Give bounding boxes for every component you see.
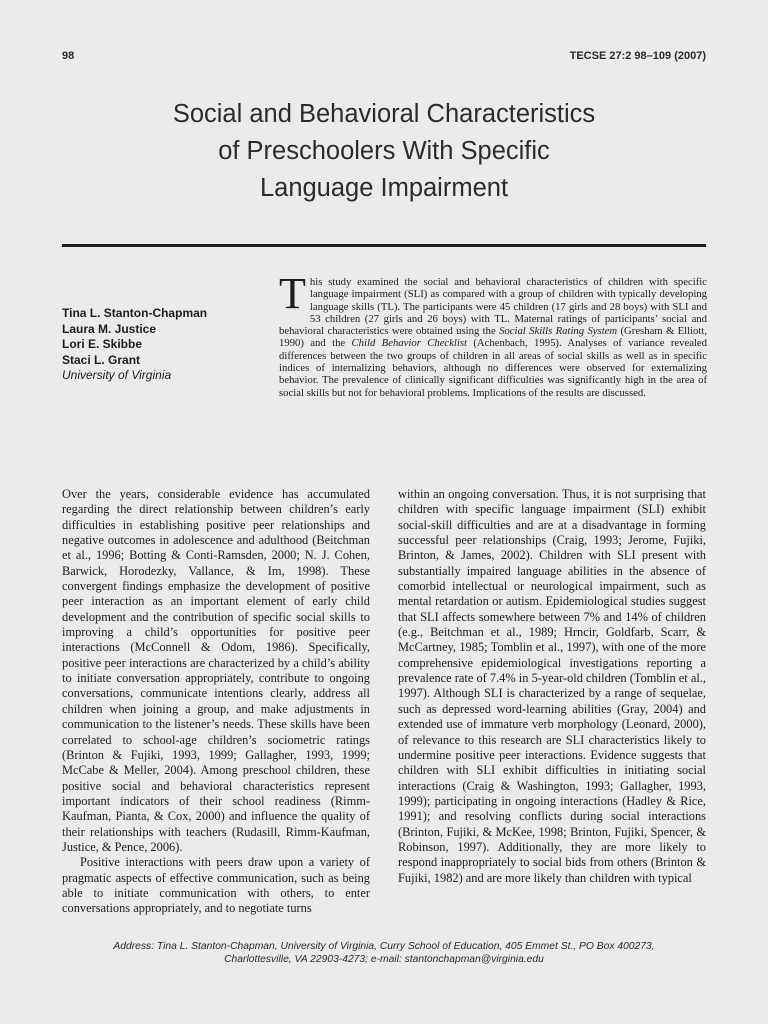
author-name: Staci L. Grant xyxy=(62,352,141,367)
abstract-text: (Achenbach, 1995). Analyses of variance revealed differences between the two groups of children in all areas of social skills as well as in specific indices of internalizing behaviors, although no differences were observed for externalizing behavior. The prevalence of clinically significant difficulties was significantly high in the area of social skills but not for behavioral problems. Implications of the results are discussed. xyxy=(279,337,708,399)
footnote-line-1: Address: Tina L. Stanton-Chapman, University of Virginia, Curry School of Education, 405 Emmet St., PO Box 400273, xyxy=(113,941,655,952)
article-title xyxy=(62,96,706,207)
author-affiliation: University of Virginia xyxy=(62,368,172,382)
title-line-1: Social and Behavioral Characteristics xyxy=(172,100,596,128)
body-paragraph: within an ongoing conversation. Thus, it is not surprising that children with specific language impairment (SLI) exhibit social-skill difficulties and are at a disadvantage in forming successful peer relationships (Craig, 1993; Jerome, Fujiki, Brinton, & James, 2002). Children with SLI present with substantially impaired language abilities in the absence of comorbid intellectual or neurological impairment, such as mental retardation or autism. Epidemiological studies suggest that SLI affects somewhere between 7% and 14% of children (e.g., Beitchman et al., 1989; Hrncir, Goldfarb, Scarr, & McCartney, 1985; Tomblin et al., 1997), with one of the more comprehensive epidemiological investigations reporting a prevalence rate of 7.4% in 5-year-old children (Tomblin et al., 1997). Although SLI is characterized by a range of sequelae, such as depressed word-learning abilities (Gray, 2004) and extended use of immature verb morphology (Leonard, 2000), of relevance to this research are SLI characteristics likely to undermine positive peer interactions. Evidence suggests that children with SLI exhibit difficulties in initiating social interactions (Craig & Washington, 1993; Gallagher, 1993, 1999); participating in ongoing interactions (Hadley & Rice, 1991); and resolving conflicts during social interactions (Brinton, Fujiki, & McKee, 1998; Brinton, Fujiki, Spencer, & Robinson, 1997). Additionally, they are more likely to respond inappropriately to social bids from others (Brinton & Fujiki, 1982) and are more likely than children with typical xyxy=(398,487,706,885)
title-line-2: of Preschoolers With Specific xyxy=(218,137,550,165)
abstract-instrument-name: Child Behavior Checklist xyxy=(351,337,467,350)
body-paragraph: Positive interactions with peers draw upon a variety of pragmatic aspects of effective communication, such as being able to initiate communication with others, to enter conversations appropriately, and to negotiate turns xyxy=(62,855,370,916)
title-rule xyxy=(62,244,706,247)
author-name: Lori E. Skibbe xyxy=(62,337,143,351)
journal-citation: TECSE 27:2 98–109 (2007) xyxy=(569,50,706,62)
body-column-left xyxy=(62,487,370,917)
abstract-text: (Gresham & Elliott, 1990) and the xyxy=(279,325,708,350)
title-line-3: Language Impairment xyxy=(259,174,509,202)
author-block xyxy=(62,306,262,384)
page-number: 98 xyxy=(62,50,75,62)
correspondence-footnote xyxy=(62,940,706,966)
body-column-right xyxy=(398,487,706,886)
body-paragraph: Over the years, considerable evidence has accumulated regarding the direct relationship between children’s early difficulties in establishing positive peer relationships and negative outcomes in adolescence and adulthood (Beitchman et al., 1996; Botting & Conti-Ramsden, 2000; N. J. Cohen, Barwick, Horodezky, Vallance, & Im, 1998). These convergent findings emphasize the development of positive peer interaction as an important element of early child development and the contribution of specific social skills to improving a child’s opportunities for positive peer interactions (McConnell & Odom, 1986). Specifically, positive peer interactions are characterized by a child’s ability to initiate conversation appropriately, contribute to ongoing conversations, communicate intentions clearly, address all children when joining a group, and make adjustments in communication to the listener’s needs. These skills have been correlated to school-age children’s sociometric ratings (Brinton & Fujiki, 1993, 1999; Gallagher, 1993, 1999; McCabe & Meller, 2004). Among preschool children, these positive social and behavioral characteristics represent important indicators of their school readiness (Rimm-Kaufman, Pianta, & Cox, 2000) and influence the quality of their relationships with teachers (Rudasill, Rimm-Kaufman, Justice, & Pence, 2006). xyxy=(62,487,370,854)
abstract-instrument-name: Social Skills Rating System xyxy=(499,325,618,338)
abstract-drop-cap: T xyxy=(279,269,306,318)
abstract-text: his study examined the social and behavioral characteristics of children with specific language impairment (SLI) as compared with a group of children with typically developing language skills (TL). The participants were 45 children (17 girls and 28 boys) with SLI and 53 children (27 girls and 26 boys) with TL. Maternal ratings of participants’ social and behavioral characteristics were obtained using the xyxy=(279,276,707,338)
abstract xyxy=(279,269,708,399)
author-name: Laura M. Justice xyxy=(62,321,157,336)
author-name: Tina L. Stanton-Chapman xyxy=(62,306,208,320)
footnote-line-2: Charlottesville, VA 22903-4273; e-mail: stantonchapman@virginia.edu xyxy=(224,954,544,965)
